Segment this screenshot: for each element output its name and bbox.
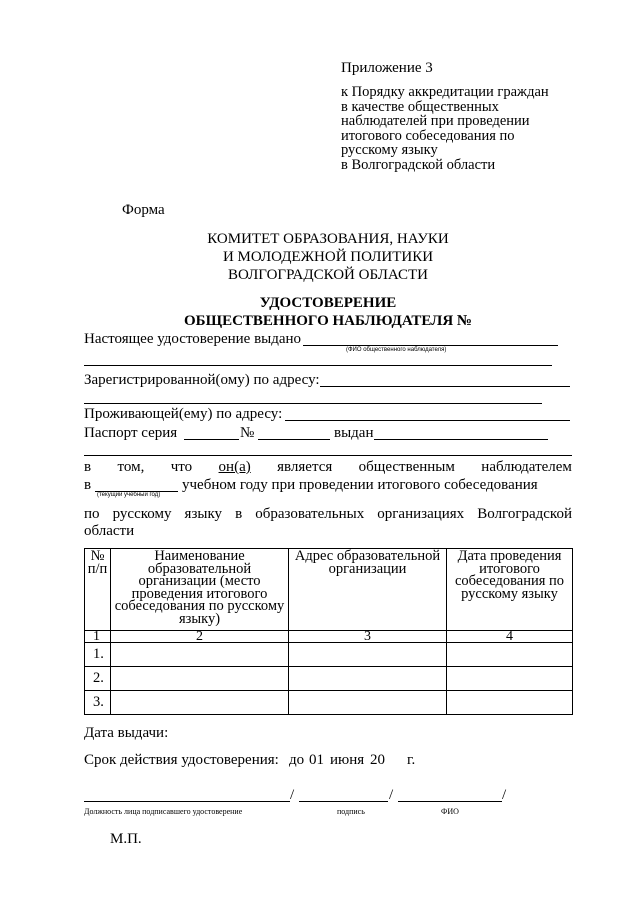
schools-table bbox=[84, 548, 573, 715]
cell-organization[interactable] bbox=[111, 667, 289, 691]
row-number: 3. bbox=[85, 691, 111, 715]
committee-name bbox=[170, 230, 486, 284]
validity-day: 01 bbox=[309, 752, 324, 768]
registered-line[interactable] bbox=[320, 386, 570, 387]
validity-until: до bbox=[289, 752, 305, 768]
validity-month: июня bbox=[330, 752, 365, 768]
column-number: 1 bbox=[85, 631, 111, 643]
name-line[interactable] bbox=[398, 801, 502, 802]
validity-year: 20 bbox=[370, 752, 385, 768]
statement-word: в bbox=[84, 459, 92, 475]
signature-slash: / bbox=[389, 787, 394, 803]
registered-label: Зарегистрированной(ому) по адресу: bbox=[84, 372, 320, 388]
table-row bbox=[85, 643, 573, 667]
row-number: 1. bbox=[85, 643, 111, 667]
title-line: УДОСТОВЕРЕНИЕ bbox=[259, 295, 397, 311]
signature-slash: / bbox=[290, 787, 295, 803]
passport-series-line[interactable] bbox=[184, 439, 239, 440]
passport-issued-line[interactable] bbox=[374, 439, 548, 440]
stamp-place: М.П. bbox=[110, 831, 142, 847]
appendix-line: к Порядку аккредитации граждан bbox=[341, 84, 549, 100]
sign-hint: подпись bbox=[337, 807, 365, 816]
appendix-line: наблюдателей при проведении bbox=[341, 113, 530, 129]
cell-address[interactable] bbox=[289, 667, 447, 691]
header-cell-address: Адрес образовательной организации bbox=[289, 549, 447, 631]
document-title bbox=[170, 294, 486, 330]
committee-line: И МОЛОДЕЖНОЙ ПОЛИТИКИ bbox=[222, 249, 434, 265]
appendix-line: итогового собеседования по bbox=[341, 127, 515, 144]
cell-address[interactable] bbox=[289, 691, 447, 715]
row-number: 2. bbox=[85, 667, 111, 691]
table-row bbox=[85, 691, 573, 715]
header-cell-number: № п/п bbox=[85, 549, 111, 631]
statement-word: является bbox=[277, 459, 333, 475]
validity-label: Срок действия удостоверения: bbox=[84, 752, 279, 768]
statement-word: наблюдателем bbox=[481, 459, 572, 475]
passport-issued-label: выдан bbox=[334, 425, 374, 441]
statement-line-3: по русскому языку в образовательных организациях Волгоградской bbox=[84, 506, 572, 522]
statement-word-gender: он(а) bbox=[218, 459, 251, 475]
header-cell-date: Дата проведения итогового собеседования по русскому языку bbox=[447, 549, 573, 631]
cell-date[interactable] bbox=[447, 643, 573, 667]
issued-to-hint: (ФИО общественного наблюдателя) bbox=[346, 347, 447, 353]
passport-series-label: Паспорт серия bbox=[84, 425, 178, 441]
living-label: Проживающей(ему) по адресу: bbox=[84, 406, 283, 422]
living-line[interactable] bbox=[285, 420, 570, 421]
appendix-lines bbox=[341, 85, 549, 172]
statement-line-1 bbox=[84, 459, 572, 475]
issued-to-line-2[interactable] bbox=[84, 365, 552, 366]
appendix-line: в качестве общественных bbox=[341, 98, 499, 115]
signature-slash: / bbox=[502, 787, 507, 803]
appendix-line: в Волгоградской области bbox=[341, 156, 496, 173]
validity-suffix: г. bbox=[407, 752, 416, 768]
header-cell-organization: Наименование образовательной организации (место проведения итогового собеседования по русскому языку) bbox=[111, 549, 289, 631]
passport-line-2[interactable] bbox=[84, 455, 572, 456]
committee-line: КОМИТЕТ ОБРАЗОВАНИЯ, НАУКИ bbox=[207, 231, 449, 247]
statement-line-4: области bbox=[84, 523, 135, 539]
cell-date[interactable] bbox=[447, 691, 573, 715]
position-line[interactable] bbox=[84, 801, 290, 802]
cell-date[interactable] bbox=[447, 667, 573, 691]
issue-date-label: Дата выдачи: bbox=[84, 725, 169, 741]
table-header-row bbox=[85, 549, 573, 631]
year-hint: (текущий учебный год) bbox=[97, 492, 161, 498]
statement-word: что bbox=[170, 459, 193, 475]
statement-line-2-rest: учебном году при проведении итогового собеседования bbox=[182, 477, 538, 493]
cell-organization[interactable] bbox=[111, 691, 289, 715]
column-number: 3 bbox=[289, 631, 447, 643]
passport-no-label: № bbox=[240, 425, 255, 441]
cell-address[interactable] bbox=[289, 643, 447, 667]
table-row bbox=[85, 667, 573, 691]
appendix-line: русскому языку bbox=[341, 142, 438, 158]
issued-to-line[interactable] bbox=[303, 345, 558, 346]
committee-line: ВОЛГОГРАДСКОЙ ОБЛАСТИ bbox=[228, 267, 428, 283]
registered-line-2[interactable] bbox=[84, 403, 542, 404]
statement-word: общественным bbox=[358, 459, 455, 475]
position-hint: Должность лица подписавшего удостоверение bbox=[84, 807, 243, 816]
form-label: Форма bbox=[122, 202, 165, 218]
statement-line-2-start: в bbox=[84, 477, 92, 493]
sign-line[interactable] bbox=[299, 801, 388, 802]
appendix-title: Приложение 3 bbox=[341, 60, 433, 76]
title-line: ОБЩЕСТВЕННОГО НАБЛЮДАТЕЛЯ № bbox=[184, 313, 472, 329]
cell-organization[interactable] bbox=[111, 643, 289, 667]
table-column-numbers-row bbox=[85, 631, 573, 643]
statement-word: том, bbox=[117, 459, 145, 475]
column-number: 2 bbox=[111, 631, 289, 643]
passport-no-line[interactable] bbox=[258, 439, 330, 440]
issued-to-label: Настоящее удостоверение выдано bbox=[84, 331, 302, 347]
name-hint: ФИО bbox=[441, 807, 459, 816]
column-number: 4 bbox=[447, 631, 573, 643]
